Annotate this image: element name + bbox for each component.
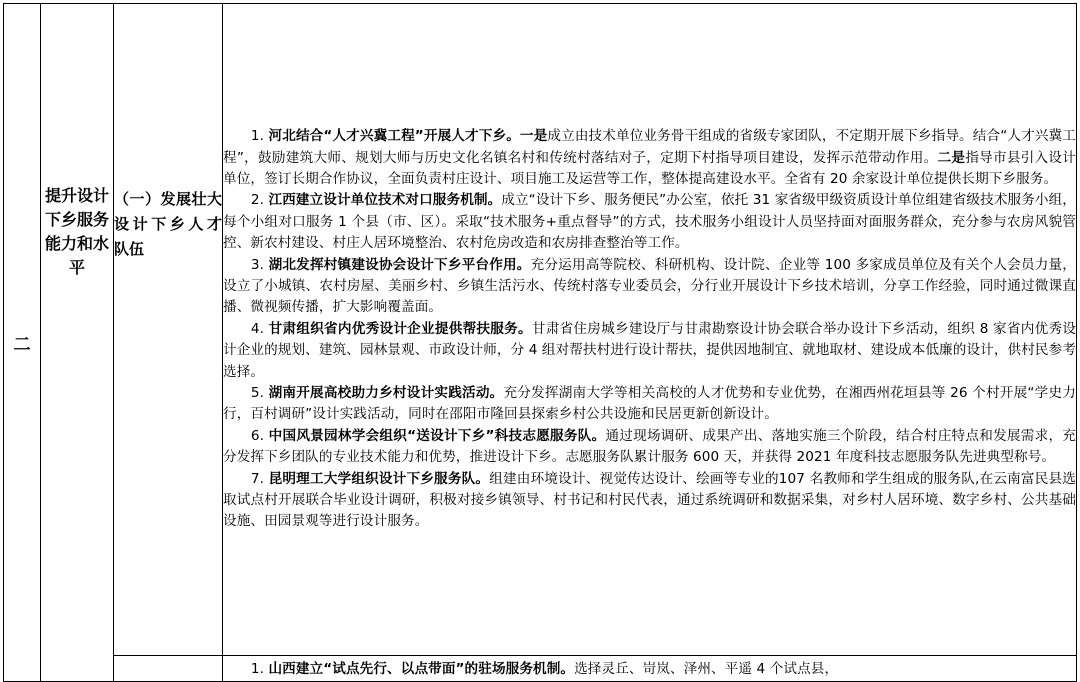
item-text: 成立由技术单位业务骨干组成的省级专家团队，不定期开展下乡指导。结合“人才兴冀工程”，鼓励建筑大师、规划大师与历史文化名镇名村和传统村落结对子，定期下村指导项目建设，发挥示范带动作用。 <box>223 128 1076 166</box>
item-heading: 湖北发挥村镇建设协会设计下乡平台作用。 <box>268 256 531 273</box>
category-text: 提升设计下乡服务能力和水平 <box>44 186 109 277</box>
list-item <box>223 190 1076 254</box>
item-heading: 湖南开展高校助力乡村设计实践活动。 <box>268 384 504 401</box>
subcategory-text: （一）发展壮大设计下乡人才 <box>114 190 222 233</box>
item-text: 甘肃省住房城乡建设厅与甘肃勘察设计协会联合举办设计下乡活动，组织 8 家省内优秀设计企业的规划、建筑、园林景观、市政设计师，分 4 组对帮扶村进行设计帮扶，提供因地制宜、就地取材、建设成本低廉的设计，供村民参考选择。 <box>223 320 1077 380</box>
subcategory-cell <box>114 4 223 656</box>
category-cell <box>41 4 114 682</box>
next-item-number: 1. <box>250 660 265 677</box>
table-row <box>4 4 1077 656</box>
item-text: 成立“设计下乡、服务便民”办公室，依托 31 家省级甲级资质设计单位组建省级技术服务小组，每个小组对口服务 1 个县（市、区）。采取“技术服务+重点督导”的方式，技术服务小组设计人员坚持面对面服务群众，充分参与农房风貌管控、新农村建设、村庄人居环境整治、农村危房改造和农房排查整治等工作。 <box>223 192 1076 252</box>
item-heading: 甘肃组织省内优秀设计企业提供帮扶服务。 <box>268 320 532 337</box>
item-keyword: 二是 <box>937 149 966 166</box>
item-text: 指导市县引入设计单位，签订长期合作协议，全面负责村庄设计、项目施工及运营等工作，整体提高建设水平。全省有 20 余家设计单位提供长期下乡服务。 <box>223 149 1076 187</box>
item-keyword: 一是 <box>519 128 548 145</box>
item-text: 充分运用高等院校、科研机构、设计院、企业等 100 多家成员单位及有关个人会员力量，设立了小城镇、农村房屋、美丽乡村、乡镇生活污水、传统村落专业委员会，分行业开展设计下乡技术培训，分享工作经验，同时通过微课直播、微视频传播，扩大影响覆盖面。 <box>223 256 1077 316</box>
table-row-next <box>4 655 1077 681</box>
item-text: 通过现场调研、成果产出、落地实施三个阶段，结合村庄特点和发展需求，充分发挥下乡团队的专业技术能力和优势，推进设计下乡。志愿服务队累计服务 600 天，并获得 2021 年度科技志愿服务队先进典型称号。 <box>223 427 1076 466</box>
item-heading: 河北结合“人才兴冀工程”开展人才下乡。 <box>268 128 520 145</box>
item-number: 1. <box>250 128 265 145</box>
item-list <box>223 126 1076 533</box>
item-heading: 江西建立设计单位技术对口服务机制。 <box>268 192 502 209</box>
list-item <box>223 255 1076 319</box>
item-number: 6. <box>250 427 265 444</box>
subcategory-text-end: 队伍 <box>114 240 145 258</box>
list-item <box>223 126 1076 190</box>
next-item-heading: 山西建立“试点先行、以点带面”的驻场服务机制。 <box>268 660 575 677</box>
item-number: 4. <box>250 320 265 337</box>
list-item <box>223 319 1076 383</box>
next-item-text: 选择灵丘、岢岚、泽州、平遥 4 个试点县， <box>574 660 839 677</box>
list-item <box>223 426 1076 469</box>
item-heading: 中国风景园林学会组织“送设计下乡”科技志愿服务队。 <box>268 427 606 444</box>
item-text: 组建由环境设计、视觉传达设计、绘画等专业的107 名教师和学生组成的服务队,在云南富民县选取试点村开展联合毕业设计调研，积极对接乡镇领导、村书记和村民代表，通过系统调研和数据采集，对乡村人居环境、数字乡村、公共基础设施、田园景观等进行设计服务。 <box>223 470 1076 530</box>
item-heading: 昆明理工大学组织设计下乡服务队。 <box>268 470 490 487</box>
content-cell-next <box>223 655 1077 681</box>
next-item-paragraph <box>223 658 1076 680</box>
item-number: 2. <box>250 192 265 209</box>
row-number-text: 二 <box>13 335 31 355</box>
document-table <box>3 3 1077 682</box>
item-text: 充分发挥湖南大学等相关高校的人才优势和专业优势，在湘西州花垣县等 26 个村开展“学史力行，百村调研”设计实践活动，同时在邵阳市隆回县探索乡村公共设施和民居更新创新设计。 <box>223 384 1076 423</box>
subcategory-cell-next <box>114 655 223 681</box>
item-number: 5. <box>250 384 265 401</box>
row-number <box>4 4 41 682</box>
list-item <box>223 383 1076 426</box>
content-cell <box>223 4 1077 656</box>
item-number: 3. <box>250 256 265 273</box>
list-item <box>223 469 1076 533</box>
item-number: 7. <box>250 470 265 487</box>
